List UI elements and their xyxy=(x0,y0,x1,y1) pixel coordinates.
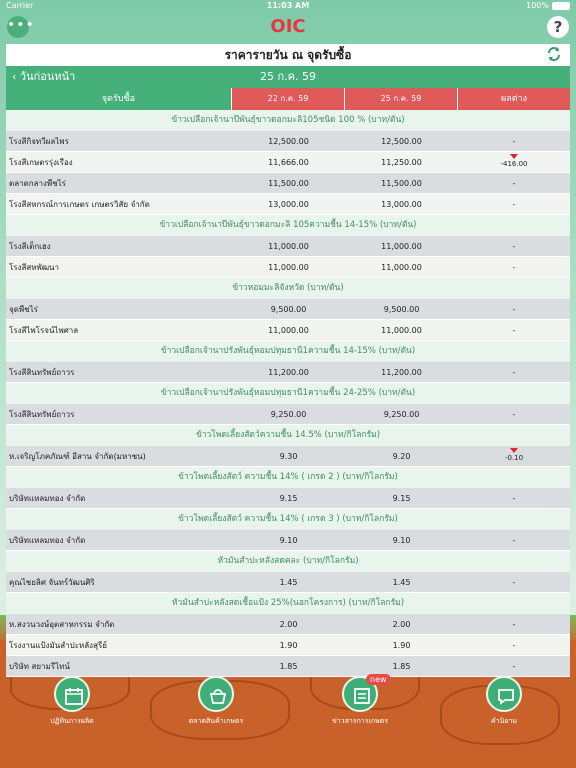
cell-prev-price: 9,250.00 xyxy=(270,410,307,419)
cell-location: บริษัท สยามรีไทน์ xyxy=(9,662,70,671)
group-header: ข้าวเปลือกเจ้านาปีพันธุ์ขาวดอกมะลิ 105ความชื้น 14-15% (บาท/ตัน) xyxy=(6,215,570,236)
cell-location: ตลาดกลางพืชไร่ xyxy=(9,179,66,188)
header-location: จุดรับซื้อ xyxy=(6,88,232,110)
header-cur-date: 25 ก.ค. 59 xyxy=(345,88,458,110)
cell-difference: - xyxy=(512,641,516,650)
cell-location: โรงสีสินทรัพย์ถาวร xyxy=(9,368,75,377)
tab-calendar[interactable] xyxy=(32,676,112,727)
table-row[interactable] xyxy=(6,236,570,257)
group-header: หัวมันสำปะหลังสดเชื้อแป้ง 25%(นอกโครงการ) (บาท/กิโลกรัม) xyxy=(6,593,570,614)
cell-difference: - xyxy=(512,326,516,335)
cell-cur-price: 9,250.00 xyxy=(383,410,420,419)
cell-location: บริษัทแหลมทอง จำกัด xyxy=(9,494,86,503)
header-difference: ผลต่าง xyxy=(458,88,570,110)
table-row[interactable] xyxy=(6,320,570,341)
cell-cur-price: 11,000.00 xyxy=(381,263,422,272)
group-header: หัวมันสำปะหลังสดคละ (บาท/กิโลกรัม) xyxy=(6,551,570,572)
cell-prev-price: 9,500.00 xyxy=(270,305,307,314)
price-table[interactable] xyxy=(6,110,570,677)
table-row[interactable] xyxy=(6,656,570,677)
table-row[interactable] xyxy=(6,446,570,467)
cell-prev-price: 11,000.00 xyxy=(268,263,309,272)
cell-cur-price: 1.85 xyxy=(392,662,411,671)
arrow-down-icon xyxy=(510,448,518,453)
cell-cur-price: 1.90 xyxy=(392,641,411,650)
group-header: ข้าวโพดเลี้ยงสัตว์ ความชื้น 14% ( เกรด 3 ) (บาท/กิโลกรัม) xyxy=(6,509,570,530)
cell-location: โรงสีเต็กเฮง xyxy=(9,242,51,251)
tab-definitions[interactable] xyxy=(464,676,544,727)
news-badge: new xyxy=(366,674,391,685)
difference-decrease xyxy=(458,154,570,169)
app-logo: OIC xyxy=(270,16,306,37)
table-row[interactable] xyxy=(6,404,570,425)
difference-value: -416.00 xyxy=(500,160,528,168)
tab-calendar-label: ปฏิทินการผลิต xyxy=(50,717,94,725)
cell-difference: - xyxy=(512,536,516,545)
cell-difference: - xyxy=(512,242,516,251)
cell-difference: - xyxy=(512,263,516,272)
tab-definitions-label: คำนิยาม xyxy=(490,717,518,725)
cell-cur-price: 9.15 xyxy=(392,494,411,503)
cell-difference: - xyxy=(512,620,516,629)
cell-prev-price: 11,666.00 xyxy=(268,158,309,167)
cell-cur-price: 11,000.00 xyxy=(381,326,422,335)
group-header: ข้าวเปลือกเจ้านาปรังพันธุ์หอมปทุมธานี1ความชื้น 14-15% (บาท/ตัน) xyxy=(6,341,570,362)
cell-prev-price: 12,500.00 xyxy=(268,137,309,146)
cell-cur-price: 9.10 xyxy=(392,536,411,545)
table-row[interactable] xyxy=(6,530,570,551)
calendar-icon xyxy=(54,676,90,712)
cell-location: ห.เจริญโภคภัณฑ์ อีสาน จำกัด(มหาชน) xyxy=(9,452,146,461)
cell-cur-price: 11,250.00 xyxy=(381,158,422,167)
table-row[interactable] xyxy=(6,257,570,278)
table-row[interactable] xyxy=(6,488,570,509)
status-time: 11:03 AM xyxy=(266,1,310,10)
cell-difference: - xyxy=(512,179,516,188)
tab-market-label: ตลาดสินค้าเกษตร xyxy=(188,717,244,725)
cell-cur-price: 13,000.00 xyxy=(381,200,422,209)
header-prev-date: 22 ก.ค. 59 xyxy=(232,88,345,110)
cell-location: โรงสีไพโรจน์ไพศาล xyxy=(9,326,79,335)
bottom-tab-bar xyxy=(0,676,576,736)
tab-news-label: ข่าวสารการเกษตร xyxy=(331,717,389,725)
tab-news[interactable] xyxy=(320,676,400,727)
cell-prev-price: 9.10 xyxy=(279,536,298,545)
cell-location: โรงสีสินทรัพย์ถาวร xyxy=(9,410,75,419)
cell-prev-price: 9.30 xyxy=(279,452,298,461)
table-row[interactable] xyxy=(6,362,570,383)
cell-prev-price: 11,500.00 xyxy=(268,179,309,188)
more-menu-button[interactable]: ••• xyxy=(7,16,29,38)
difference-value: -0.10 xyxy=(504,454,524,462)
cell-prev-price: 11,000.00 xyxy=(268,242,309,251)
cell-cur-price: 2.00 xyxy=(392,620,411,629)
cell-location: โรงสีเกษตรรุ่งเรือง xyxy=(9,158,73,167)
cell-difference: - xyxy=(512,305,516,314)
cell-difference: - xyxy=(512,200,516,209)
cell-cur-price: 12,500.00 xyxy=(381,137,422,146)
cell-location: จุดพืชไร่ xyxy=(9,305,38,314)
cell-prev-price: 1.85 xyxy=(279,662,298,671)
carrier-label: Carrier xyxy=(6,1,34,10)
current-date: 25 ก.ค. 59 xyxy=(260,70,316,83)
group-header: ข้าวเปลือกเจ้านาปรังพันธุ์หอมปทุมธานี1ความชื้น 24-25% (บาท/ตัน) xyxy=(6,383,570,404)
refresh-icon[interactable] xyxy=(546,46,562,66)
date-bar xyxy=(6,66,570,88)
panel-title xyxy=(6,44,570,66)
previous-day-label: วันก่อนหน้า xyxy=(19,70,76,83)
cell-location: โรงสีสหพัฒนา xyxy=(9,263,59,272)
table-row[interactable] xyxy=(6,635,570,656)
cell-cur-price: 9,500.00 xyxy=(383,305,420,314)
cell-prev-price: 11,000.00 xyxy=(268,326,309,335)
cell-difference: - xyxy=(512,368,516,377)
battery-icon xyxy=(552,2,570,10)
cell-location: โรงสีสหกรณ์การเกษตร เกษตรวิสัย จำกัด xyxy=(9,200,150,209)
cell-prev-price: 9.15 xyxy=(279,494,298,503)
table-row[interactable] xyxy=(6,131,570,152)
table-row[interactable] xyxy=(6,572,570,593)
cell-location: โรงสีกิจทวีผลไพร xyxy=(9,137,69,146)
cell-location: ห.สงวนวงษ์อุตสาหกรรม จำกัด xyxy=(9,620,115,629)
price-panel xyxy=(6,44,570,671)
basket-icon xyxy=(198,676,234,712)
cell-location: บริษัทแหลมทอง จำกัด xyxy=(9,536,86,545)
table-row[interactable] xyxy=(6,152,570,173)
cell-prev-price: 11,200.00 xyxy=(268,368,309,377)
cell-cur-price: 9.20 xyxy=(392,452,411,461)
cell-difference: - xyxy=(512,410,516,419)
cell-cur-price: 11,000.00 xyxy=(381,242,422,251)
table-row[interactable] xyxy=(6,614,570,635)
cell-difference: - xyxy=(512,494,516,503)
cell-difference: - xyxy=(512,137,516,146)
cell-prev-price: 2.00 xyxy=(279,620,298,629)
nav-bar xyxy=(0,12,576,44)
chevron-left-icon: ‹ xyxy=(12,70,17,83)
cell-location: คุณไชยลิศ จันทร์วัฒนศิริ xyxy=(9,578,95,587)
group-header: ข้าวโพดเลี้ยงสัตว์ ความชื้น 14% ( เกรด 2 ) (บาท/กิโลกรัม) xyxy=(6,467,570,488)
difference-decrease xyxy=(458,448,570,463)
group-header: ข้าวเปลือกเจ้านาปีพันธุ์ขาวดอกมะลิ105ชนิด 100 % (บาท/ตัน) xyxy=(6,110,570,131)
cell-difference: - xyxy=(512,662,516,671)
cell-difference xyxy=(458,152,570,172)
table-row[interactable] xyxy=(6,173,570,194)
panel-title-text: ราคารายวัน ณ จุดรับซื้อ xyxy=(224,48,352,62)
cell-cur-price: 11,200.00 xyxy=(381,368,422,377)
help-button[interactable]: ? xyxy=(547,16,569,38)
cell-prev-price: 13,000.00 xyxy=(268,200,309,209)
cell-prev-price: 1.90 xyxy=(279,641,298,650)
cell-location: โรงงานแป้งมันสำปะหลังสุรีย์ xyxy=(9,641,107,650)
chat-icon xyxy=(486,676,522,712)
battery-indicator xyxy=(526,1,570,10)
cell-cur-price: 1.45 xyxy=(392,578,411,587)
group-header: ข้าวโพดเลี้ยงสัตว์ความชื้น 14.5% (บาท/กิโลกรัม) xyxy=(6,425,570,446)
cell-cur-price: 11,500.00 xyxy=(381,179,422,188)
table-row[interactable] xyxy=(6,299,570,320)
cell-difference xyxy=(458,446,570,466)
cell-difference: - xyxy=(512,578,516,587)
battery-percent: 100% xyxy=(526,1,549,10)
status-bar xyxy=(0,0,576,12)
table-header xyxy=(6,88,570,110)
cell-prev-price: 1.45 xyxy=(279,578,298,587)
arrow-down-icon xyxy=(510,154,518,159)
table-row[interactable] xyxy=(6,194,570,215)
tab-market[interactable] xyxy=(176,676,256,727)
group-header: ข้าวหอมมะลิจังหวัด (บาท/ตัน) xyxy=(6,278,570,299)
